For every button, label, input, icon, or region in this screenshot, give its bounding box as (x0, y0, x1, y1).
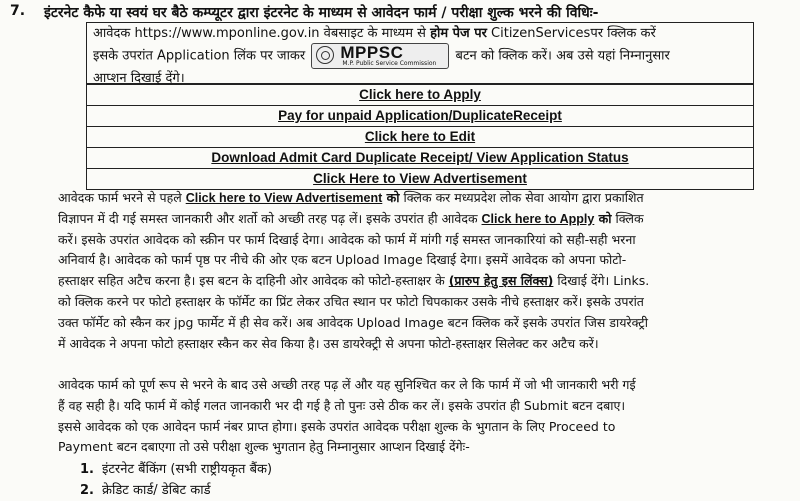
list-text: इंटरनेट बैंकिंग (सभी राष्ट्रीयकृत बैंक) (102, 462, 273, 477)
instructions-paragraph-2 (58, 375, 786, 458)
mppsc-logo-button[interactable] (311, 43, 449, 69)
list-number: 2. (80, 483, 94, 498)
paragraph-line (58, 188, 786, 209)
citizen-services-text: CitizenServicesपर क्लिक करें (486, 26, 656, 41)
text: आवेदक फार्म भरने से पहले (58, 190, 186, 205)
paragraph-line: हैं वह सही है। यदि फार्म में कोई गलत जानकारी भर दी गई है तो पुनः उसे ठीक कर लें। इसके उपरांत ही Submit बटन दबाए। (58, 397, 626, 413)
click-here-to-apply-inline-link[interactable]: Click here to Apply (481, 211, 595, 226)
instruction-line-3: आप्शन दिखाई देंगे। (93, 71, 185, 86)
text: क्लिक कर मध्यप्रदेश लोक सेवा आयोग द्वारा प्रकाशित (399, 190, 644, 205)
list-item (80, 459, 272, 480)
instruction-text: इसके उपरांत Application लिंक पर जाकर (93, 48, 306, 64)
text: क्लिक (611, 210, 644, 226)
mppsc-seal-icon (316, 46, 334, 64)
list-number: 1. (80, 462, 94, 477)
paragraph-line: आवेदक फार्म को पूर्ण रूप से भरने के बाद उसे अच्छी तरह पढ़ लें और यह सुनिश्चित कर ले कि फार्म में जो भी जानकारी भरी गई (58, 377, 636, 392)
format-link[interactable]: (प्रारुप हेतु इस लिंक्स) (448, 273, 554, 289)
text: हस्ताक्षर सहित अटैच करना है। इस बटन के दाहिनी ओर आवेदक को फोटो-हस्ताक्षर के (58, 273, 449, 289)
view-advertisement-link[interactable]: Click Here to View Advertisement (87, 168, 753, 189)
instruction-line-2 (93, 43, 747, 69)
paragraph-line (58, 209, 786, 230)
paragraph-line: में आवेदक ने अपना फोटो हस्ताक्षर स्कैन कर सेव किया है। उस डायरेक्ट्री से अपना फोटो-हस्ताक्षर सिलेक्ट कर अटैच करें। (58, 335, 599, 351)
section-heading: इंटरनेट कैफे या स्वयं घर बैठे कम्प्यूटर द्वारा इंटरनेट के माध्यम से आवेदन फार्म / परीक्षा शुल्क भरने की विधिः- (44, 5, 599, 21)
instruction-text: वेबसाइट के माध्यम से (319, 26, 431, 41)
instructions-paragraph-1 (58, 188, 786, 354)
instruction-box (86, 22, 754, 84)
application-options-menu (86, 84, 754, 190)
list-item (80, 480, 272, 501)
paragraph-line: इससे आवेदक को एक आवेदन फार्म नंबर प्राप्त होगा। इसके उपरांत आवेदक परीक्षा शुल्क के भुगतान के लिए Proceed to (58, 418, 616, 434)
paragraph-line: को क्लिक करने पर फोटो हस्ताक्षर के फॉर्मेट का प्रिंट लेकर उचित स्थान पर फोटो चिपकाकर उसके नीचे हस्ताक्षर करें। इसके उपरांत (58, 293, 644, 309)
paragraph-line: करें। इसके उपरांत आवेदक को स्क्रीन पर फार्म दिखाई देगा। आवेदक को फार्म में मांगी गई समस्त जानकारियां को सही-सही भरना (58, 231, 636, 247)
paragraph-line: अनिवार्य है। आवेदक को फार्म पृष्ठ पर नीचे की ओर एक बटन Upload Image दिखाई देगा। इसमें आवेदक को अपना फोटो- (58, 252, 627, 268)
logo-text: MPPSC (340, 43, 404, 62)
download-admit-card-link[interactable]: Download Admit Card Duplicate Receipt/ View Application Status (87, 147, 753, 168)
view-advertisement-inline-link[interactable]: Click here to View Advertisement (185, 191, 383, 205)
paragraph-line: उक्त फॉर्मेट को स्कैन कर jpg फार्मेट में ही सेव करें। अब आवेदक Upload Image बटन क्लिक करें इसके उपरांत जिस डायरेक्ट्री (58, 314, 648, 330)
text: दिखाई देंगे। Links. (553, 273, 650, 289)
section-number: 7. (10, 3, 26, 19)
logo-subtext: M.P. Public Service Commission (342, 60, 437, 67)
payment-options-list (80, 459, 272, 501)
text: को (594, 210, 612, 226)
paragraph-line (58, 271, 786, 292)
homepage-text: होम पेज पर (430, 26, 487, 41)
mponline-url-text: आवेदक https://www.mponline.gov.in (93, 26, 320, 41)
click-here-to-apply-link[interactable]: Click here to Apply (87, 84, 753, 105)
list-text: क्रेडिट कार्ड/ डेबिट कार्ड (102, 483, 211, 498)
text: को (382, 190, 400, 205)
text: विज्ञापन में दी गई समस्त जानकारी और शर्तो को अच्छी तरह पढ़ लें। इसके उपरांत ही आवेदक (58, 210, 482, 226)
instruction-text: बटन को क्लिक करें। अब उसे यहां निम्नानुसार (455, 48, 670, 64)
instruction-line-1 (93, 24, 747, 43)
pay-unpaid-application-link[interactable]: Pay for unpaid Application/DuplicateReceipt (87, 105, 753, 126)
click-here-to-edit-link[interactable]: Click here to Edit (87, 126, 753, 147)
paragraph-line: Payment बटन दबाएगा तो उसे परीक्षा शुल्क भुगतान हेतु निम्नानुसार आप्शन दिखाई देंगेः- (58, 439, 470, 455)
